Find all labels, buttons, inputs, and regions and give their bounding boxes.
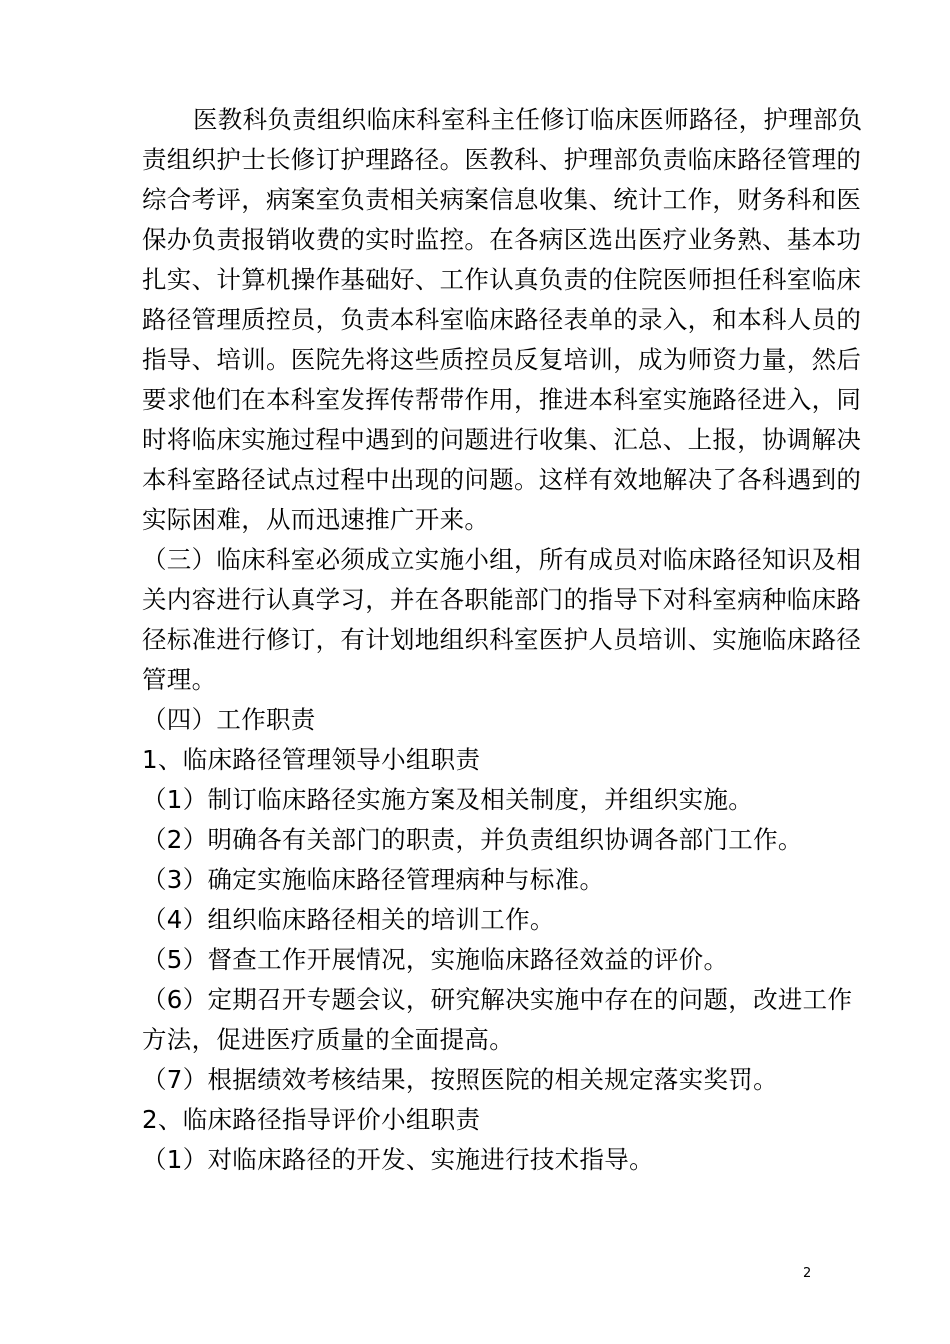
paragraph-line-6: 路径管理质控员，负责本科室临床路径表单的录入，和本科人员的 [142,305,862,334]
section-three-line-1: （三）临床科室必须成立实施小组，所有成员对临床路径知识及相 [142,545,862,574]
list-item-3: （3）确定实施临床路径管理病种与标准。 [142,865,605,894]
list-item-4: （4）组织临床路径相关的培训工作。 [142,905,555,934]
list-item-6: （6）定期召开专题会议，研究解决实施中存在的问题，改进工作 [142,985,853,1014]
paragraph-line-2: 责组织护士长修订护理路径。医教科、护理部负责临床路径管理的 [142,145,862,174]
list-item-5: （5）督查工作开展情况，实施临床路径效益的评价。 [142,945,729,974]
subsection-heading-2: 2、临床路径指导评价小组职责 [142,1105,481,1134]
paragraph-line-5: 扎实、计算机操作基础好、工作认真负责的住院医师担任科室临床 [142,265,862,294]
section-three-line-2: 关内容进行认真学习，并在各职能部门的指导下对科室病种临床路 [142,585,862,614]
section-four-heading: （四）工作职责 [142,705,316,734]
list-item-7: （7）根据绩效考核结果，按照医院的相关规定落实奖罚。 [142,1065,778,1094]
paragraph-line-11: 实际困难，从而迅速推广开来。 [142,505,490,534]
subsection-heading-1: 1、临床路径管理领导小组职责 [142,745,481,774]
list-item-1: （1）制订临床路径实施方案及相关制度，并组织实施。 [142,785,754,814]
section-three-line-4: 管理。 [142,665,217,694]
paragraph-line-3: 综合考评，病案室负责相关病案信息收集、统计工作，财务科和医 [142,185,862,214]
list-item-6-continued: 方法，促进医疗质量的全面提高。 [142,1025,514,1054]
paragraph-line-10: 本科室路径试点过程中出现的问题。这样有效地解决了各科遇到的 [142,465,862,494]
paragraph-line-4: 保办负责报销收费的实时监控。在各病区选出医疗业务熟、基本功 [142,225,862,254]
page-number: 2 [803,1266,812,1281]
paragraph-line-8: 要求他们在本科室发挥传帮带作用，推进本科室实施路径进入，同 [142,385,862,414]
paragraph-line-9: 时将临床实施过程中遇到的问题进行收集、汇总、上报，协调解决 [142,425,862,454]
paragraph-line-1: 医教科负责组织临床科室科主任修订临床医师路径，护理部负 [193,105,863,134]
list-item-2: （2）明确各有关部门的职责，并负责组织协调各部门工作。 [142,825,803,854]
list-item-2-1: （1）对临床路径的开发、实施进行技术指导。 [142,1145,654,1174]
paragraph-line-7: 指导、培训。医院先将这些质控员反复培训，成为师资力量，然后 [142,345,862,374]
section-three-line-3: 径标准进行修订，有计划地组织科室医护人员培训、实施临床路径 [142,625,862,654]
